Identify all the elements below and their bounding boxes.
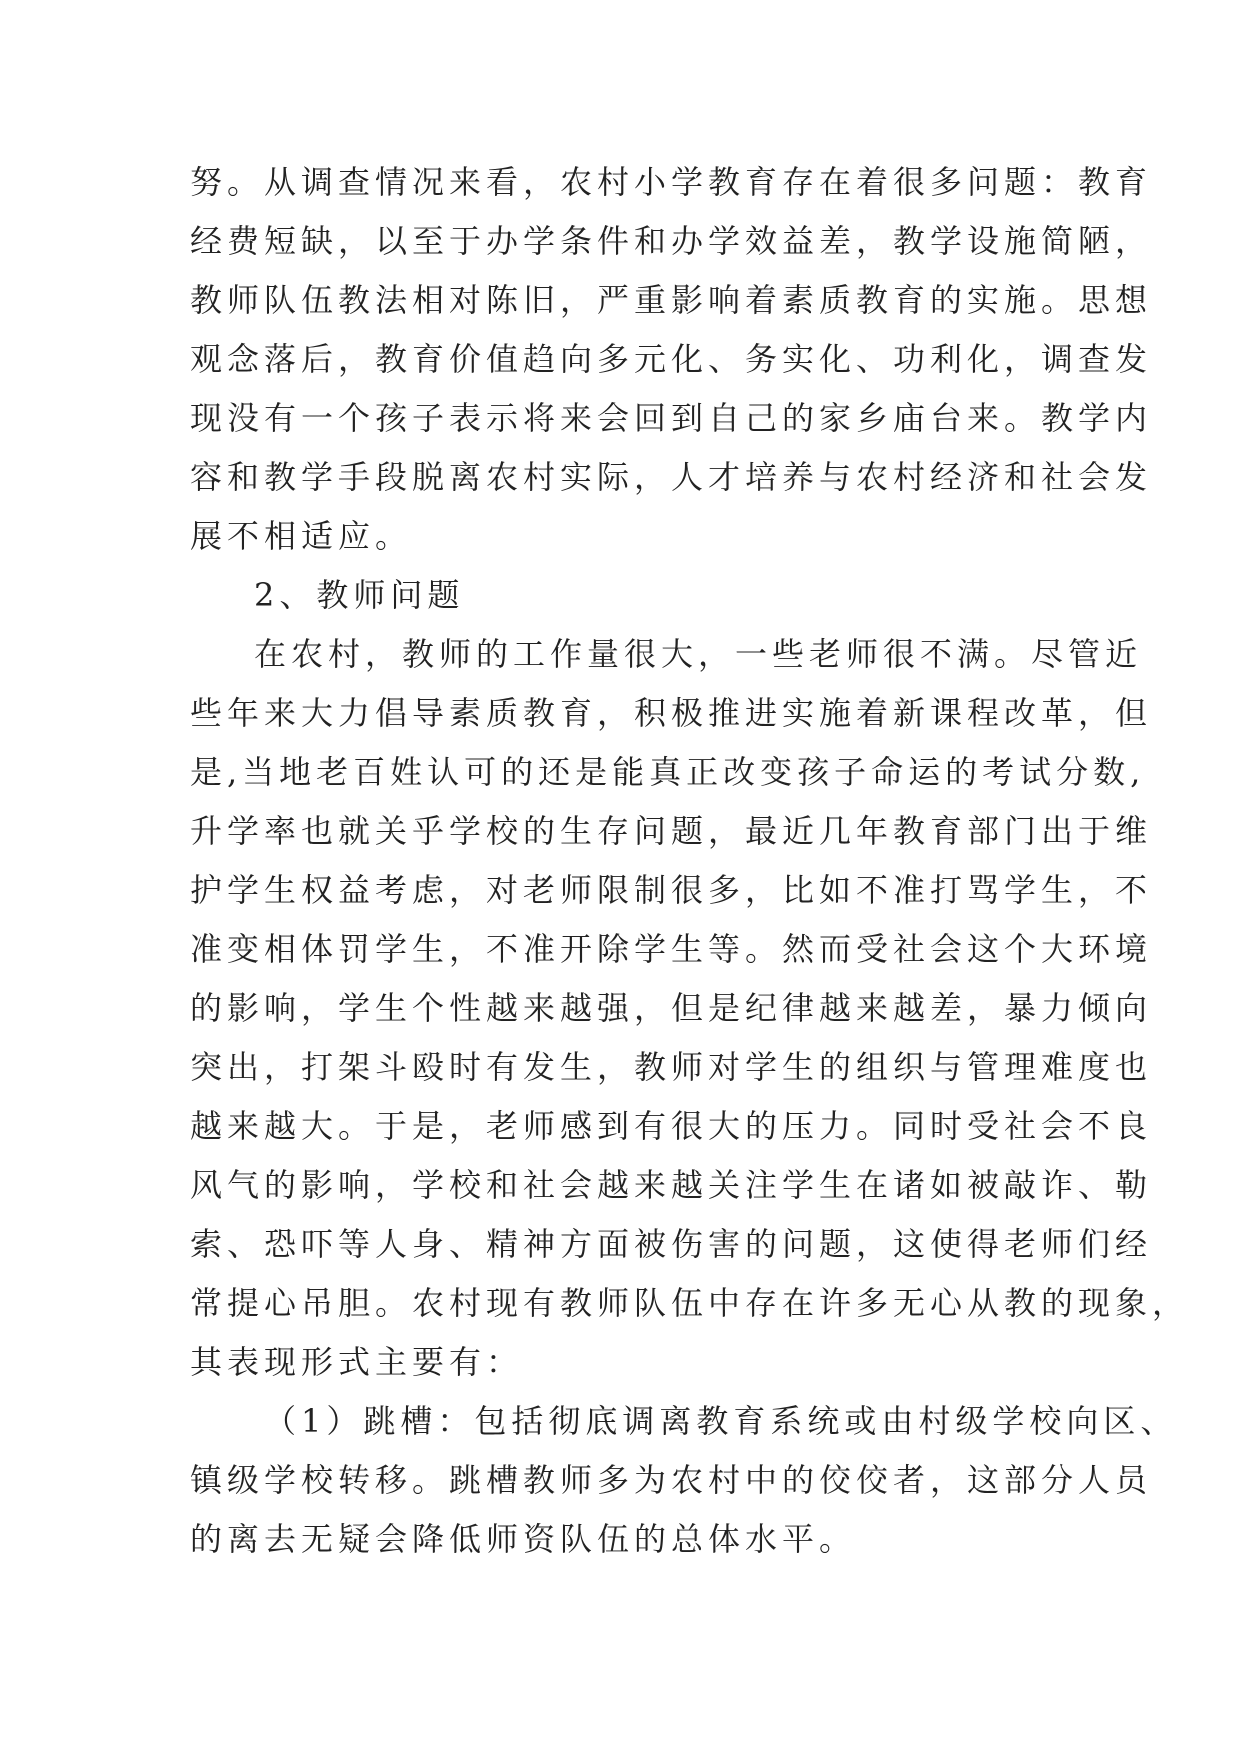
paragraph-2-line-6: 准变相体罚学生，不准开除学生等。然而受社会这个大环境 [190, 930, 1153, 968]
paragraph-1-line-1: 努。从调查情况来看，农村小学教育存在着很多问题：教育 [190, 163, 1153, 201]
paragraph-2-line-8: 突出，打架斗殴时有发生，教师对学生的组织与管理难度也 [190, 1048, 1153, 1086]
paragraph-3-line-1: （1）跳槽：包括彻底调离教育系统或由村级学校向区、 [264, 1402, 1178, 1440]
paragraph-2-line-4: 升学率也就关乎学校的生存问题，最近几年教育部门出于维 [190, 812, 1153, 850]
paragraph-3-line-2: 镇级学校转移。跳槽教师多为农村中的佼佼者，这部分人员 [190, 1461, 1153, 1499]
paragraph-1-line-5: 现没有一个孩子表示将来会回到自己的家乡庙台来。教学内 [190, 399, 1153, 437]
paragraph-1-line-6: 容和教学手段脱离农村实际，人才培养与农村经济和社会发 [190, 458, 1153, 496]
paragraph-3-line-3: 的离去无疑会降低师资队伍的总体水平。 [190, 1520, 857, 1558]
paragraph-2-line-10: 风气的影响，学校和社会越来越关注学生在诸如被敲诈、勒 [190, 1166, 1153, 1204]
paragraph-2-line-2: 些年来大力倡导素质教育，积极推进实施着新课程改革，但 [190, 694, 1153, 732]
document-body [190, 153, 1190, 1569]
paragraph-1-line-4: 观念落后，教育价值趋向多元化、务实化、功利化，调查发 [190, 340, 1153, 378]
paragraph-1-line-3: 教师队伍教法相对陈旧，严重影响着素质教育的实施。思想 [190, 281, 1153, 319]
paragraph-2-line-11: 索、恐吓等人身、精神方面被伤害的问题，这使得老师们经 [190, 1225, 1153, 1263]
section-heading: 2、教师问题 [254, 576, 465, 614]
paragraph-2-line-7: 的影响，学生个性越来越强，但是纪律越来越差，暴力倾向 [190, 989, 1153, 1027]
paragraph-1-line-2: 经费短缺，以至于办学条件和办学效益差，教学设施简陋， [190, 222, 1153, 260]
paragraph-2-line-9: 越来越大。于是，老师感到有很大的压力。同时受社会不良 [190, 1107, 1153, 1145]
paragraph-2-line-1: 在农村，教师的工作量很大，一些老师很不满。尽管近 [254, 635, 1143, 673]
paragraph-2-line-3: 是,当地老百姓认可的还是能真正改变孩子命运的考试分数, [190, 753, 1146, 791]
paragraph-2-line-12: 常提心吊胆。农村现有教师队伍中存在许多无心从教的现象， [190, 1284, 1190, 1322]
paragraph-2-line-13: 其表现形式主要有： [190, 1343, 524, 1381]
paragraph-1-line-7: 展不相适应。 [190, 517, 413, 555]
paragraph-2-line-5: 护学生权益考虑，对老师限制很多，比如不准打骂学生，不 [190, 871, 1153, 909]
